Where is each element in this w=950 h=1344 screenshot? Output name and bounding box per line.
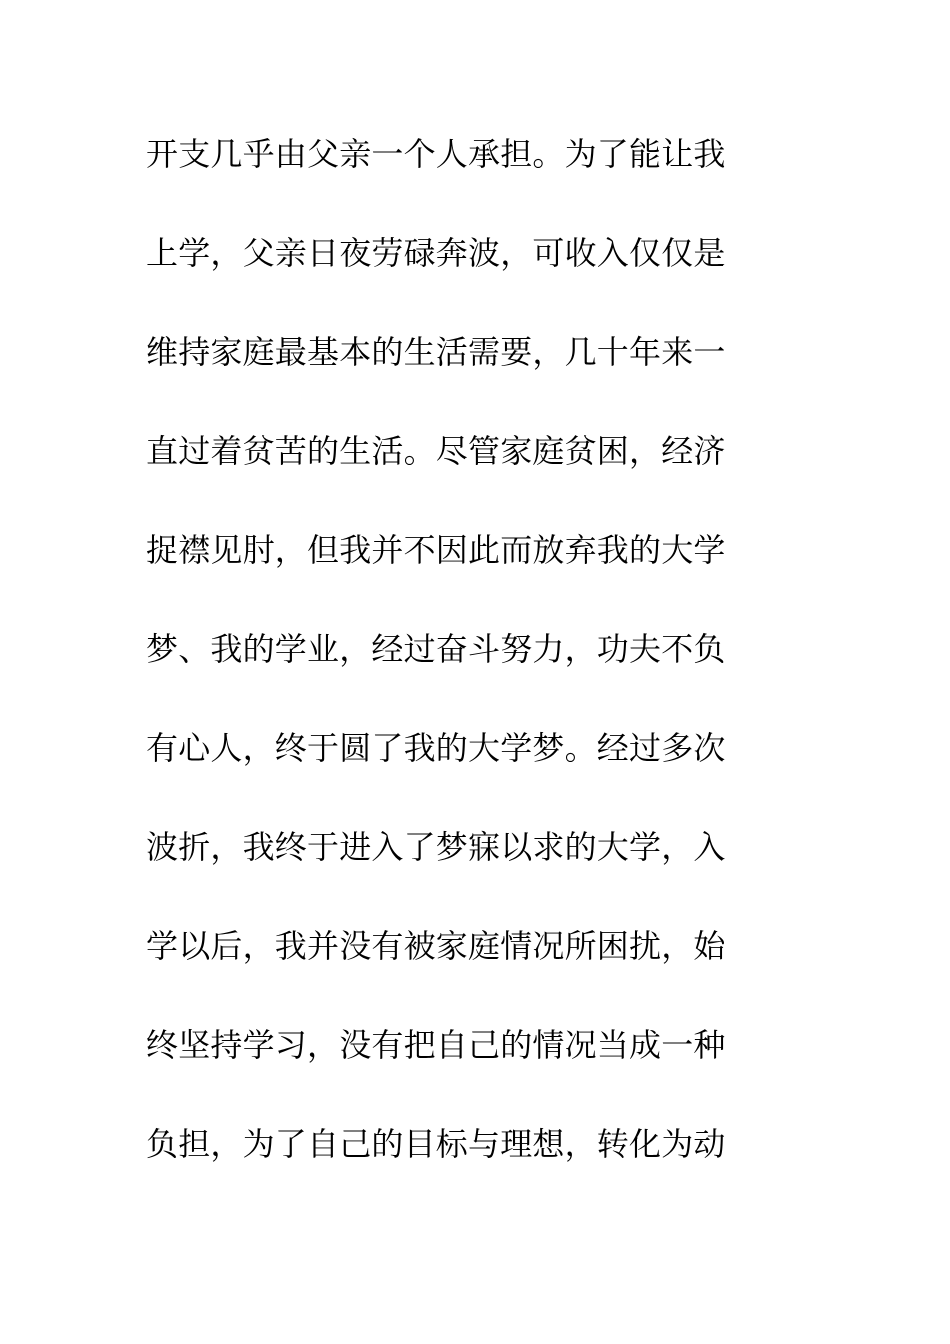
text-line: 梦、我的学业，经过奋斗努力，功夫不负 (146, 630, 726, 668)
text-line: 波折，我终于进入了梦寐以求的大学，入 (146, 828, 726, 866)
text-line: 直过着贫苦的生活。尽管家庭贫困，经济 (146, 432, 726, 470)
text-line: 捉襟见肘，但我并不因此而放弃我的大学 (146, 531, 726, 569)
text-line: 开支几乎由父亲一个人承担。为了能让我 (146, 135, 726, 173)
text-line: 终坚持学习，没有把自己的情况当成一种 (146, 1026, 726, 1064)
text-line: 有心人，终于圆了我的大学梦。经过多次 (146, 729, 726, 767)
text-line: 负担，为了自己的目标与理想，转化为动 (146, 1125, 726, 1163)
text-line: 维持家庭最基本的生活需要，几十年来一 (146, 333, 726, 371)
text-line: 学以后，我并没有被家庭情况所困扰，始 (146, 927, 726, 965)
body-text (146, 124, 786, 1213)
text-line: 上学，父亲日夜劳碌奔波，可收入仅仅是 (146, 234, 726, 272)
